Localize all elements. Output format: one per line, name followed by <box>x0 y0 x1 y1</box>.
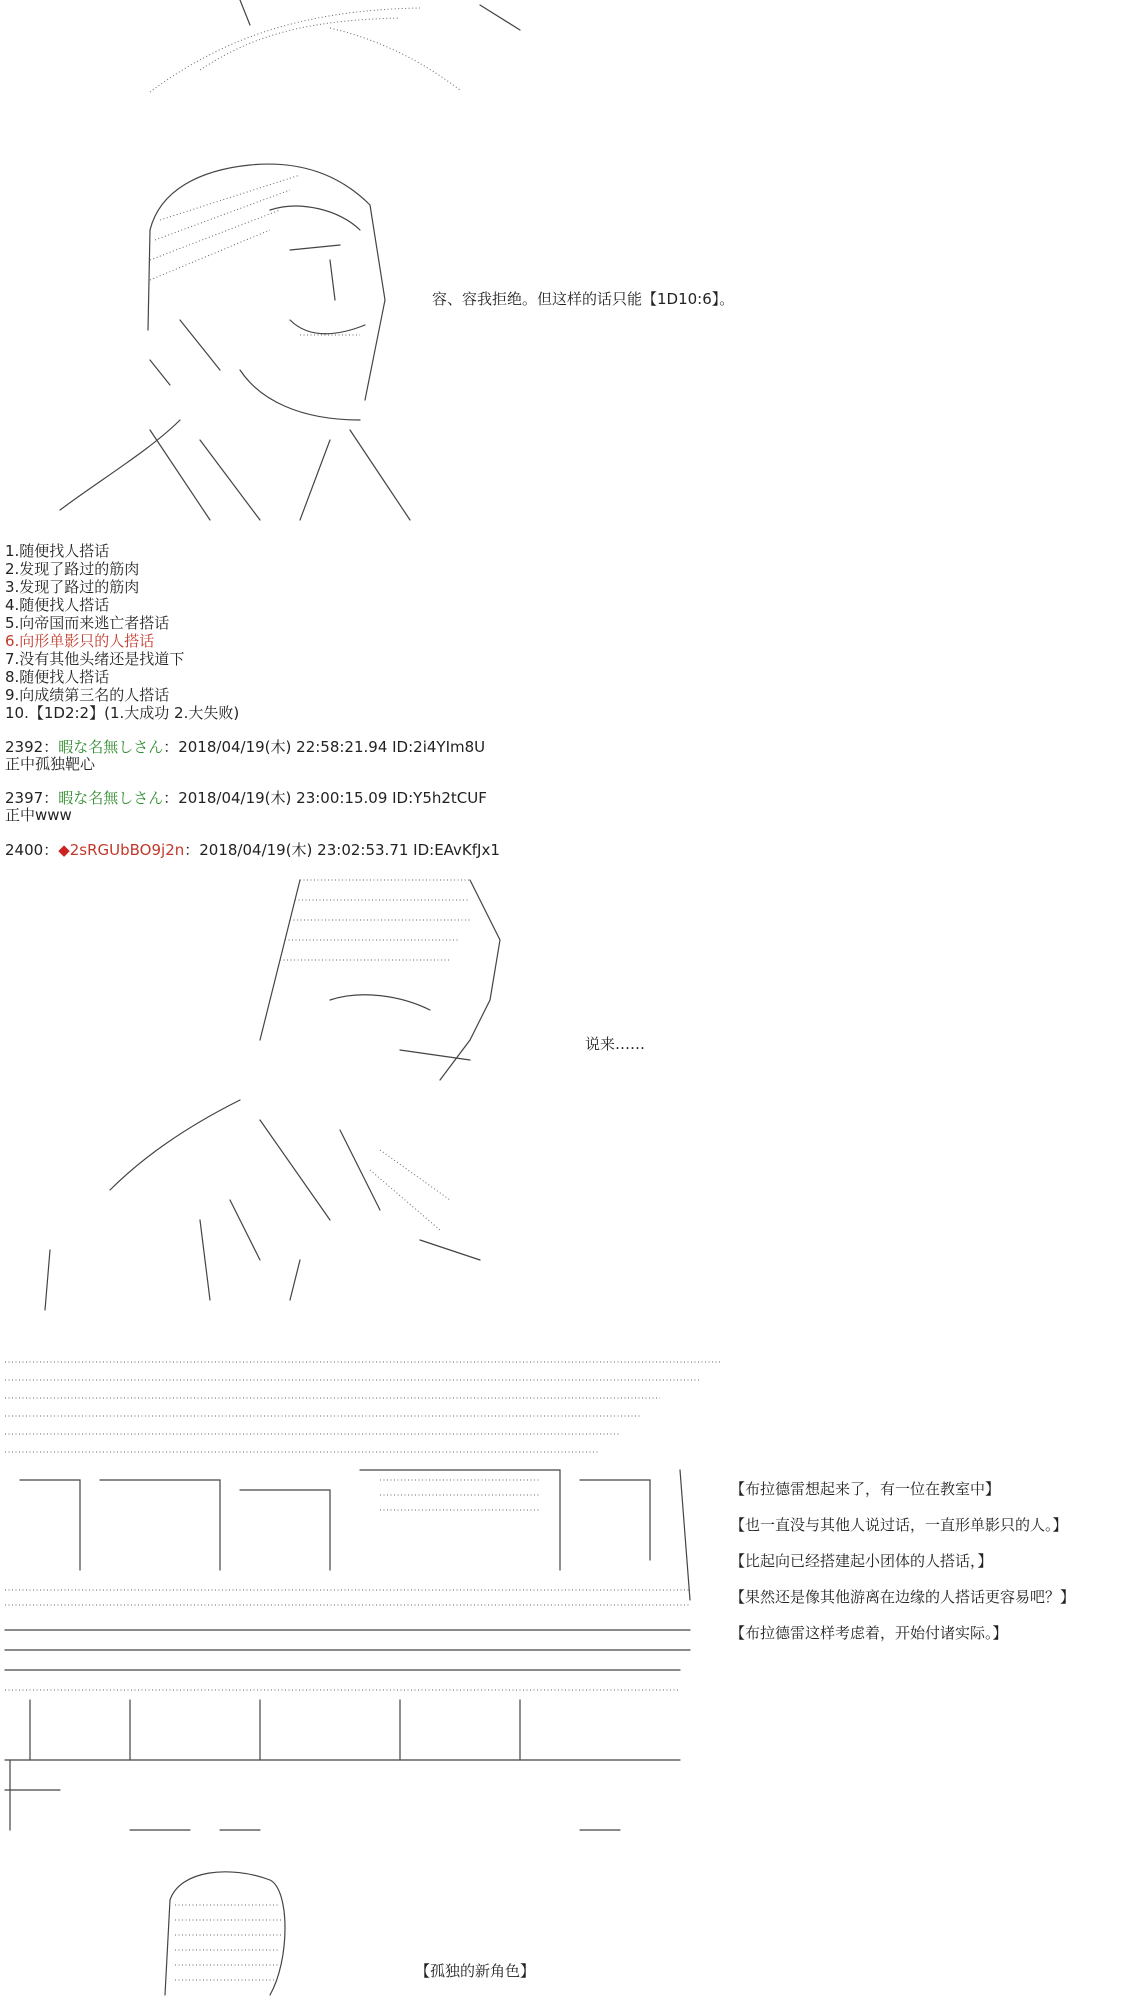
post-header-2392 <box>5 738 485 756</box>
classroom-art <box>5 1362 720 1830</box>
man-face-art <box>60 164 410 520</box>
choice-item: 2.发现了路过的筋肉 <box>5 560 140 578</box>
choice-list <box>5 542 239 722</box>
trip-marker-icon: ◆ <box>58 841 70 859</box>
narration-line-5: 【布拉德雷这样考虑着，开始付诸实际。】 <box>730 1624 1008 1642</box>
choice-item: 3.发现了路过的筋肉 <box>5 578 140 596</box>
post-author[interactable]: 暇な名無しさん <box>58 738 164 756</box>
post-body-2392: 正中孤独靶心 <box>5 755 96 773</box>
post-author-trip[interactable]: 2sRGUbBO9j2n <box>69 841 185 859</box>
post-date-id: ：2018/04/19(木) 23:02:53.71 ID:EAvKfJx1 <box>184 841 500 859</box>
post-number: 2392 <box>5 738 44 756</box>
choice-item: 1.随便找人搭话 <box>5 542 110 560</box>
profile-man-art <box>45 880 500 1310</box>
choice-item: 5.向帝国而来逃亡者搭话 <box>5 614 170 632</box>
dialogue-speaking: 说来…… <box>585 1035 646 1053</box>
post-date-id: ：2018/04/19(木) 23:00:15.09 ID:Y5h2tCUF <box>163 789 487 807</box>
narration-line-2: 【也一直没与其他人说过话，一直形单影只的人。】 <box>730 1516 1068 1534</box>
narration-line-1: 【布拉德雷想起来了，有一位在教室中】 <box>730 1480 1001 1498</box>
post-body-2397: 正中www <box>5 806 72 824</box>
dialogue-refusal: 容、容我拒绝。但这样的话只能【1D10:6】。 <box>432 290 735 308</box>
choice-item: 8.随便找人搭话 <box>5 668 110 686</box>
narration-line-4: 【果然还是像其他游离在边缘的人搭话更容易吧？】 <box>730 1588 1076 1606</box>
choice-item: 7.没有其他头绪还是找道下 <box>5 650 185 668</box>
choice-item: 9.向成绩第三名的人搭话 <box>5 686 170 704</box>
post-separator: ： <box>43 841 59 859</box>
post-number: 2397 <box>5 789 44 807</box>
narration-line-3: 【比起向已经搭建起小团体的人搭话，】 <box>730 1552 993 1570</box>
choice-item: 4.随便找人搭话 <box>5 596 110 614</box>
choice-item: 6.向形单影只的人搭话 <box>5 632 155 650</box>
post-header-2397 <box>5 789 487 807</box>
new-character-art <box>165 1872 285 1995</box>
post-separator: ： <box>43 738 59 756</box>
post-date-id: ：2018/04/19(木) 22:58:21.94 ID:2i4YIm8U <box>163 738 486 756</box>
choice-item: 10.【1D2:2】(1.大成功 2.大失败) <box>5 704 240 722</box>
top-arc-art <box>150 0 520 92</box>
post-author[interactable]: 暇な名無しさん <box>58 789 164 807</box>
new-character-caption: 【孤独的新角色】 <box>415 1962 536 1980</box>
post-separator: ： <box>43 789 59 807</box>
post-header-2400 <box>5 841 500 859</box>
post-number: 2400 <box>5 841 44 859</box>
